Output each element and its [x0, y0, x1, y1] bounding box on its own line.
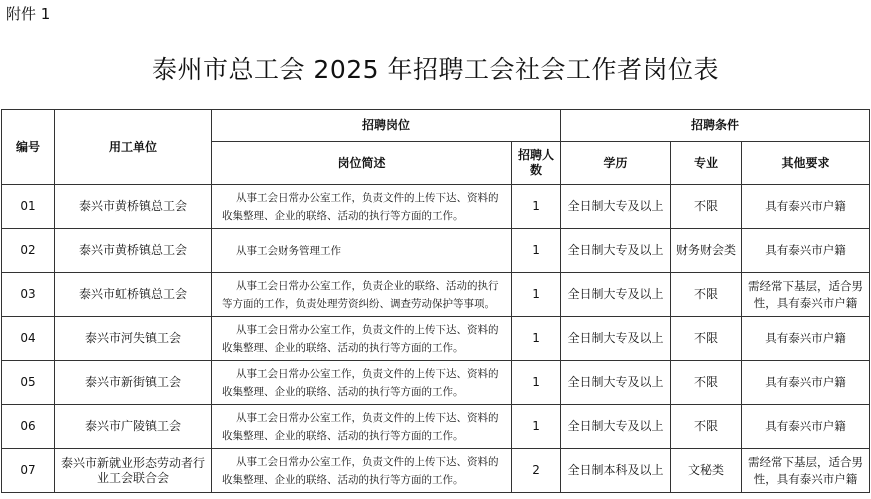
cell-no: 04 — [2, 317, 55, 361]
cell-count: 1 — [512, 405, 561, 449]
cell-description — [212, 361, 512, 405]
cell-other: 具有泰兴市户籍 — [742, 317, 870, 361]
cell-count: 1 — [512, 317, 561, 361]
description-text: 从事工会财务管理工作 — [236, 244, 341, 257]
cell-no: 05 — [2, 361, 55, 405]
cell-education: 全日制本科及以上 — [561, 449, 671, 493]
description-text: 从事工会日常办公室工作，负责文件的上传下达、资料的收集整理、企业的联络、活动的执行等方面的工作。 — [222, 191, 499, 222]
header-other: 其他要求 — [742, 142, 870, 185]
cell-other: 具有泰兴市户籍 — [742, 405, 870, 449]
description-text: 从事工会日常办公室工作，负责文件的上传下达、资料的收集整理、企业的联络、活动的执行等方面的工作。 — [222, 323, 499, 354]
cell-no: 02 — [2, 229, 55, 273]
cell-education: 全日制大专及以上 — [561, 229, 671, 273]
cell-major: 不限 — [671, 185, 742, 229]
page-title: 泰州市总工会 2025 年招聘工会社会工作者岗位表 — [151, 55, 720, 84]
cell-major: 财务财会类 — [671, 229, 742, 273]
header-education: 学历 — [561, 142, 671, 185]
cell-unit: 泰兴市黄桥镇总工会 — [55, 229, 212, 273]
positions-table — [1, 109, 870, 493]
cell-unit: 泰兴市新就业形态劳动者行业工会联合会 — [55, 449, 212, 493]
description-text: 从事工会日常办公室工作，负责文件的上传下达、资料的收集整理、企业的联络、活动的执行等方面的工作。 — [222, 367, 499, 398]
table-row — [2, 405, 870, 449]
header-description: 岗位简述 — [212, 142, 512, 185]
cell-count: 1 — [512, 361, 561, 405]
cell-count: 1 — [512, 185, 561, 229]
table-row — [2, 317, 870, 361]
cell-count: 1 — [512, 273, 561, 317]
cell-major: 不限 — [671, 405, 742, 449]
attachment-label: 附件 1 — [6, 5, 51, 23]
cell-education: 全日制大专及以上 — [561, 361, 671, 405]
cell-major: 不限 — [671, 273, 742, 317]
cell-unit: 泰兴市河失镇工会 — [55, 317, 212, 361]
cell-unit: 泰兴市广陵镇工会 — [55, 405, 212, 449]
cell-no: 07 — [2, 449, 55, 493]
cell-no: 03 — [2, 273, 55, 317]
header-row-1 — [2, 110, 870, 142]
cell-other: 具有泰兴市户籍 — [742, 185, 870, 229]
cell-education: 全日制大专及以上 — [561, 405, 671, 449]
header-no: 编号 — [2, 110, 55, 185]
table-row — [2, 229, 870, 273]
cell-other: 具有泰兴市户籍 — [742, 229, 870, 273]
cell-major: 文秘类 — [671, 449, 742, 493]
cell-education: 全日制大专及以上 — [561, 273, 671, 317]
cell-count: 1 — [512, 229, 561, 273]
cell-description — [212, 229, 512, 273]
description-text: 从事工会日常办公室工作，负责文件的上传下达、资料的收集整理、企业的联络、活动的执行等方面的工作。 — [222, 411, 499, 442]
cell-description — [212, 185, 512, 229]
cell-education: 全日制大专及以上 — [561, 185, 671, 229]
header-major: 专业 — [671, 142, 742, 185]
cell-description — [212, 317, 512, 361]
description-text: 从事工会日常办公室工作，负责文件的上传下达、资料的收集整理、企业的联络、活动的执行等方面的工作。 — [222, 455, 499, 486]
table-body — [2, 185, 870, 493]
cell-major: 不限 — [671, 317, 742, 361]
cell-no: 06 — [2, 405, 55, 449]
cell-other: 具有泰兴市户籍 — [742, 361, 870, 405]
table-row — [2, 273, 870, 317]
cell-description — [212, 405, 512, 449]
cell-education: 全日制大专及以上 — [561, 317, 671, 361]
table-row — [2, 185, 870, 229]
header-conditions-group: 招聘条件 — [561, 110, 870, 142]
cell-other: 需经常下基层，适合男性，具有泰兴市户籍 — [742, 273, 870, 317]
cell-count: 2 — [512, 449, 561, 493]
table-row — [2, 361, 870, 405]
cell-no: 01 — [2, 185, 55, 229]
description-text: 从事工会日常办公室工作，负责企业的联络、活动的执行等方面的工作，负责处理劳资纠纷、调查劳动保护等事项。 — [222, 279, 499, 310]
header-unit: 用工单位 — [55, 110, 212, 185]
cell-description — [212, 449, 512, 493]
cell-unit: 泰兴市新街镇工会 — [55, 361, 212, 405]
header-count: 招聘人数 — [512, 142, 561, 185]
table-row — [2, 449, 870, 493]
header-position-group: 招聘岗位 — [212, 110, 561, 142]
cell-other: 需经常下基层，适合男性，具有泰兴市户籍 — [742, 449, 870, 493]
cell-unit: 泰兴市虹桥镇总工会 — [55, 273, 212, 317]
cell-unit: 泰兴市黄桥镇总工会 — [55, 185, 212, 229]
cell-description — [212, 273, 512, 317]
cell-major: 不限 — [671, 361, 742, 405]
